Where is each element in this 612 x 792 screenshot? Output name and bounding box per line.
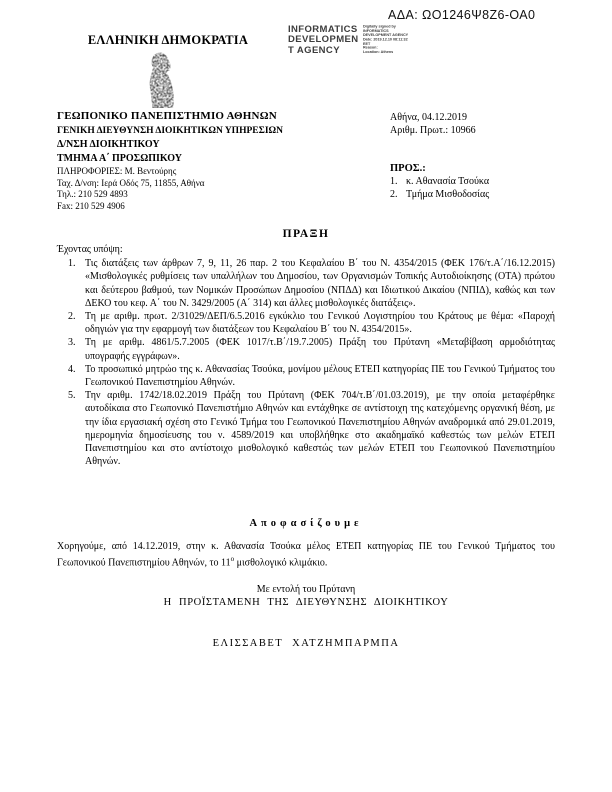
stamp-signature-details	[363, 25, 431, 55]
recipient-item	[390, 188, 560, 201]
stamp-sig-line: Date: 2019.12.10 08:11:32	[362, 37, 408, 42]
stamp-sig-line: Digitally signed by	[362, 25, 396, 29]
document-title: ΠΡΑΞΗ	[282, 228, 330, 240]
directorate: Δ/ΝΣΗ ΔΙΟΙΚΗΤΙΚΟΥ	[57, 139, 160, 150]
stamp-sig-line: DEVELOPMENT AGENCY	[362, 33, 408, 38]
item-text: Την αριθμ. 1742/18.02.2019 Πράξη του Πρύτανη (ΦΕΚ 704/τ.Β΄/01.03.2019), με την οποία μεταφέρθηκε αυτοδίκαια στο Γεωπονικό Πανεπιστήμιο Αθηνών και εντάχθηκε σε αντίστοιχη της κατεχόμενης οργανική θέση, με την ίδια εργασιακή σχέση στο Γενικό Τμήμα του Γεωπονικού Πανεπιστημίου Αθηνών αναδρομικά από 29.01.2019, ημερομηνία δημοσίευσης του ν. 4589/2019 και υποβλήθηκε στο ακαδημαϊκό καθεστώς των μελών ΕΤΕΠ Πανεπιστημίου και στο αντίστοιχο μισθολογικό καθεστώς των μελών ΕΤΕΠ του Γεωπονικού Πανεπιστημίου Αθηνών.	[85, 390, 555, 468]
department: ΤΜΗΜΑ Α΄ ΠΡΟΣΩΠΙΚΟΥ	[57, 153, 182, 164]
preamble-intro: Έχοντας υπόψη:	[57, 244, 123, 255]
recipient-number: 2.	[390, 189, 398, 200]
recipient-number: 1.	[390, 176, 398, 187]
item-number: 2.	[68, 311, 76, 323]
postal-address: Ταχ. Δ/νση: Ιερά Οδός 75, 11855, Αθήνα	[57, 177, 205, 188]
contact-person: ΠΛΗΡΟΦΟΡΙΕΣ: Μ. Βεντούρης	[57, 166, 177, 176]
item-text: Τη με αριθμ. πρωτ. 2/31029/ΔΕΠ/6.5.2016 εγκύκλιο του Γενικού Λογιστηρίου του Κράτους με θέμα: «Παροχή οδηγιών για την εφαρμογή των διατάξεων του Κεφαλαίου Β΄ του Ν. 4354/2015».	[85, 311, 555, 336]
preamble-item	[57, 310, 555, 336]
recipient-text: Τμήμα Μισθοδοσίας	[406, 189, 490, 200]
item-text: Τις διατάξεις των άρθρων 7, 9, 11, 26 παρ. 2 του Κεφαλαίου Β΄ του Ν. 4354/2015 (ΦΕΚ 176/τ.Α΄/16.12.2015) «Μισθολογικές ρυθμίσεις των υπαλλήλων του Δημοσίου, των Οργανισμών Τοπικής Αυτοδιοίκησης (ΟΤΑ) πρώτου και δεύτερου βαθμού, των Νομικών Προσώπων Δημοσίου (ΝΠΔΔ) και Ιδιωτικού Δικαίου (ΝΠΙΔ), καθώς και των ΔΕΚΟ του κεφ. Α΄ του Ν. 3429/2005 (Α΄ 314) και άλλες μισθολογικές διατάξεις».	[85, 258, 555, 309]
decision-heading: Αποφασίζουμε	[249, 518, 363, 529]
item-text: Τη με αριθμ. 4861/5.7.2005 (ΦΕΚ 1017/τ.Β΄/19.7.2005) Πράξη του Πρύτανη «Μεταβίβαση αρμοδιότητας υπογραφής εγγράφων».	[85, 337, 555, 362]
issuing-authority-block	[57, 109, 357, 212]
decision-text-tail: μισθολογικό κλιμάκιο.	[234, 557, 328, 569]
recipient-text: κ. Αθανασία Τσούκα	[406, 176, 490, 187]
general-directorate: ΓΕΝΙΚΗ ΔΙΕΥΘΥΝΣΗ ΔΙΟΙΚΗΤΙΚΩΝ ΥΠΗΡΕΣΙΩΝ	[57, 126, 283, 136]
document-body	[57, 243, 555, 468]
preamble-item	[57, 336, 555, 362]
ordinal-superscript: ο	[230, 555, 235, 564]
recipient-item	[390, 175, 560, 188]
phone-number: Τηλ.: 210 529 4893	[57, 189, 128, 199]
protocol-number: Αριθμ. Πρωτ.: 10966	[390, 125, 476, 136]
item-number: 5.	[68, 390, 76, 402]
stamp-agency-line: INFORMATICS	[288, 24, 358, 35]
stamp-sig-line: Reason:	[362, 46, 378, 51]
stamp-sig-line: INFORMATICS	[362, 29, 389, 33]
digital-signature-stamp	[288, 25, 473, 73]
signatory-role: Η ΠΡΟΪΣΤΑΜΕΝΗ ΤΗΣ ΔΙΕΥΘΥΝΣΗΣ ΔΙΟΙΚΗΤΙΚΟΥ	[163, 597, 449, 608]
stamp-sig-line: Location: Athens	[362, 50, 393, 55]
recipients-label: ΠΡΟΣ.:	[390, 163, 426, 174]
item-number: 4.	[68, 363, 76, 375]
preamble-item	[57, 363, 555, 389]
preamble-item	[57, 257, 555, 310]
signature-block	[0, 583, 612, 649]
preamble-item	[57, 389, 555, 468]
stamp-agency-name	[288, 25, 359, 73]
signatory-name: ΕΛΙΣΣΑΒΕΤ ΧΑΤΖΗΜΠΑΡΜΠΑ	[212, 638, 400, 649]
city-and-date: Αθήνα, 04.12.2019	[390, 112, 468, 123]
by-order-line: Με εντολή του Πρύτανη	[256, 584, 356, 595]
item-number: 1.	[68, 258, 76, 270]
university-name: ΓΕΩΠΟΝΙΚΟ ΠΑΝΕΠΙΣΤΗΜΙΟ ΑΘΗΝΩΝ	[57, 110, 277, 122]
decision-paragraph	[57, 540, 555, 570]
demeter-emblem-icon	[43, 51, 279, 114]
stamp-agency-line: DEVELOPMEN	[288, 34, 359, 46]
decision-text: Χορηγούμε, από 14.12.2019, στην κ. Αθανασία Τσούκα μέλος ΕΤΕΠ κατηγορίας ΠΕ του Γενικού Τμήματος του Γεωπονικού Πανεπιστημίου Αθηνών, το 11	[57, 541, 555, 569]
document-meta-block	[390, 111, 560, 201]
item-number: 3.	[68, 337, 76, 349]
fax-number: Fax: 210 529 4906	[57, 200, 125, 211]
hellenic-republic-title: ΕΛΛΗΝΙΚΗ ΔΗΜΟΚΡΑΤΙΑ	[87, 33, 249, 47]
republic-header	[57, 33, 279, 114]
item-text: Το προσωπικό μητρώο της κ. Αθανασίας Τσούκα, μονίμου μέλους ΕΤΕΠ κατηγορίας ΠΕ του Γενικού Τμήματος του Γεωπονικού Πανεπιστημίου Αθηνών.	[85, 363, 555, 389]
ada-code: ΑΔΑ: ΩΟ1246Ψ8Ζ6-ΟΑ0	[388, 8, 536, 22]
stamp-sig-line: EET	[362, 42, 370, 46]
stamp-agency-line: T AGENCY	[288, 44, 340, 56]
